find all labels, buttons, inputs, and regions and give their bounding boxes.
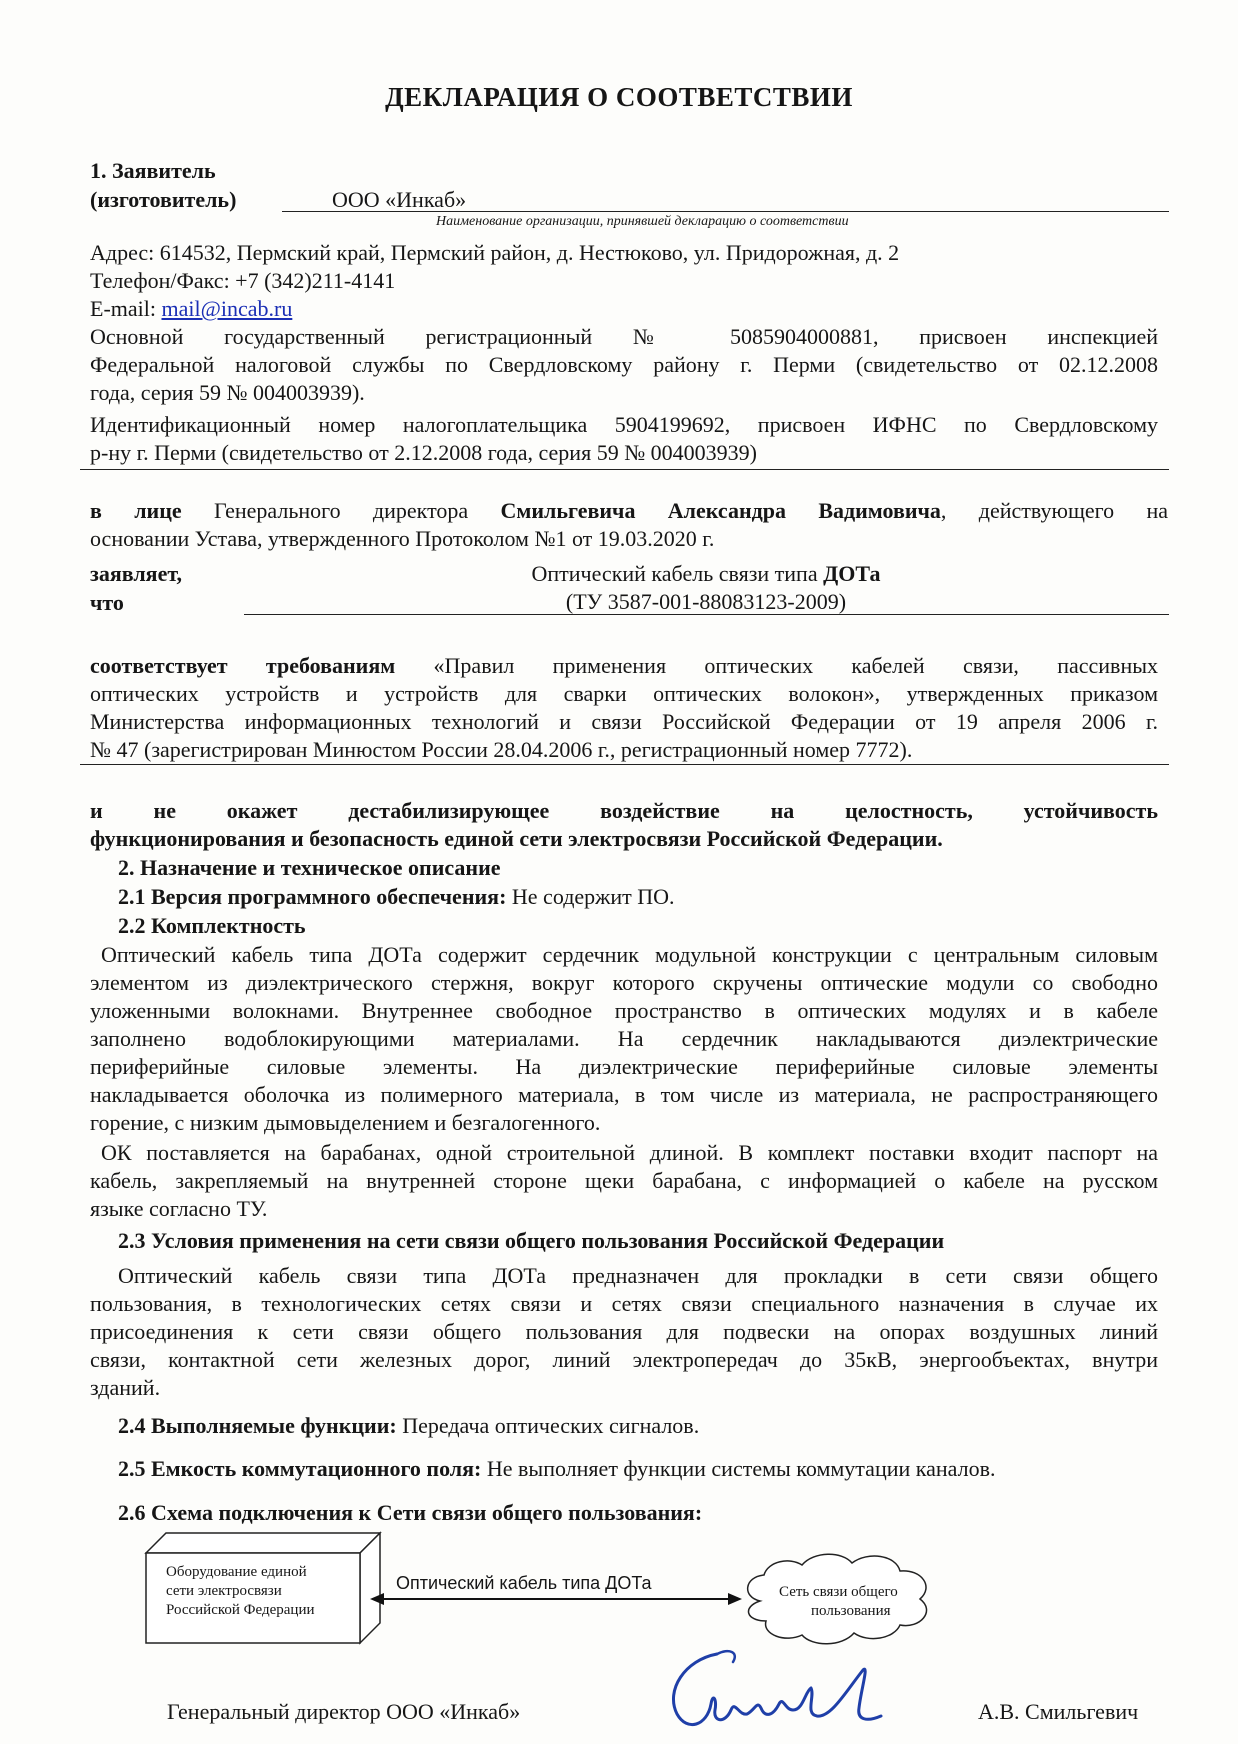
usage-line-last: зданий.	[90, 1375, 161, 1400]
ogrn-line: Федеральной налоговой службы по Свердловскому району г. Перми (свидетельство от 02.12.2008	[90, 352, 1158, 377]
email-link[interactable]: mail@incab.ru	[161, 296, 293, 321]
product-spec: (ТУ 3587-001-88083123-2009)	[565, 589, 847, 614]
section-divider	[80, 469, 1169, 470]
usage-heading: 2.3 Условия применения на сети связи общего пользования Российской Федерации	[118, 1228, 945, 1253]
completeness-heading: 2.2 Комплектность	[118, 913, 306, 938]
footer-signatory: А.В. Смильгевич	[978, 1699, 1139, 1724]
usage-line: Оптический кабель связи типа ДОТа предназначен для прокладки в сети связи общего	[118, 1263, 1158, 1288]
representative-position: Генерального директора	[214, 498, 469, 523]
box-label-line: сети электросвязи	[166, 1583, 282, 1599]
ogrn-line-last: года, серия 59 № 004003939).	[90, 380, 365, 405]
conformity-rest: «Правил применения оптических кабелей связи, пассивных	[433, 653, 1159, 678]
delivery-line-last: языке согласно ТУ.	[90, 1196, 268, 1221]
conformity-line: оптических устройств и устройств для сварки оптических волокон», утвержденных приказом	[90, 681, 1158, 706]
applicant-phone: Телефон/Факс: +7 (342)211-4141	[90, 268, 396, 293]
document-title: ДЕКЛАРАЦИЯ О СООТВЕТСТВИИ	[385, 82, 853, 112]
applicant-label-sub: (изготовитель)	[90, 187, 237, 212]
software-row	[118, 883, 675, 910]
conformity-bold: соответствует требованиям	[90, 653, 396, 678]
capacity-label: 2.5 Емкость коммутационного поля:	[118, 1456, 482, 1481]
applicant-name-underline	[282, 211, 1169, 212]
conformity-line	[90, 652, 1158, 679]
signature-icon	[655, 1630, 955, 1744]
representative-line	[90, 497, 1168, 524]
applicant-name: ООО «Инкаб»	[332, 187, 467, 212]
box-label-line: Российской Федерации	[166, 1602, 315, 1618]
representative-prefix: в лице	[90, 498, 182, 523]
representative-suffix: , действующего на	[940, 498, 1168, 523]
usage-line: присоединения к сети связи общего пользования для подвески на опорах воздушных линий	[90, 1319, 1158, 1344]
functions-row	[118, 1412, 699, 1439]
capacity-value: Не выполняет функции системы коммутации каналов.	[481, 1456, 996, 1481]
conformity-line-last: № 47 (зарегистрирован Минюстом России 28.04.2006 г., регистрационный номер 7772).	[90, 737, 913, 762]
completeness-line: накладывается оболочка из полимерного материала, в том числе из материала, не распространяющего	[90, 1082, 1158, 1107]
conformity-line: Министерства информационных технологий и связи Российской Федерации от 19 апреля 2006 г.	[90, 709, 1158, 734]
cloud-label-line: Сеть связи общего	[779, 1584, 898, 1600]
software-label: 2.1 Версия программного обеспечения:	[118, 884, 507, 909]
capacity-row	[118, 1455, 996, 1482]
scheme-heading: 2.6 Схема подключения к Сети связи общего пользования:	[118, 1500, 703, 1525]
completeness-line: элементом из диэлектрического стержня, вокруг которого скручены оптические модули со свободно	[90, 970, 1158, 995]
cable-arrow	[370, 1593, 742, 1605]
footer-position: Генеральный директор ООО «Инкаб»	[167, 1699, 521, 1724]
applicant-label: 1. Заявитель	[90, 158, 216, 183]
completeness-line-last: горение, с низким дымовыделением и безгалогенного.	[90, 1110, 601, 1135]
impact-line: и не окажет дестабилизирующее воздействие на целостность, устойчивость	[90, 798, 1158, 823]
completeness-line: Оптический кабель типа ДОТа содержит сердечник модульной конструкции с центральным силовым	[101, 942, 1158, 967]
delivery-line: ОК поставляется на барабанах, одной строительной длиной. В комплект поставки входит паспорт на	[101, 1140, 1158, 1165]
applicant-email-row	[90, 295, 292, 322]
representative-name: Смильгевича Александра Вадимовича	[500, 498, 941, 523]
applicant-address: Адрес: 614532, Пермский край, Пермский район, д. Нестюково, ул. Придорожная, д. 2	[90, 240, 900, 265]
product-title	[244, 560, 1168, 587]
software-value: Не содержит ПО.	[506, 884, 675, 909]
impact-line-last: функционирования и безопасность единой сети электросвязи Российской Федерации.	[90, 826, 943, 851]
declares-label-sub: что	[90, 590, 124, 615]
usage-line: связи, контактной сети железных дорог, линий электропередач до 35кВ, энергообъектах, внутри	[90, 1347, 1158, 1372]
box-label-line: Оборудование единой	[166, 1564, 307, 1580]
product-underline	[244, 614, 1169, 615]
section2-heading: 2. Назначение и техническое описание	[118, 855, 501, 880]
cable-label: Оптический кабель типа ДОТа	[396, 1573, 652, 1593]
inn-line-last: р-ну г. Перми (свидетельство от 2.12.2008 года, серия 59 № 004003939)	[90, 440, 758, 465]
inn-line: Идентификационный номер налогоплательщика 5904199692, присвоен ИФНС по Свердловскому	[90, 412, 1158, 437]
completeness-line: заполнено водоблокирующими материалами. На сердечник накладываются диэлектрические	[90, 1026, 1158, 1051]
functions-label: 2.4 Выполняемые функции:	[118, 1413, 397, 1438]
section-divider	[80, 764, 1169, 765]
completeness-line: периферийные силовые элементы. На диэлектрические периферийные силовые элементы	[90, 1054, 1158, 1079]
completeness-line: уложенными волокнами. Внутреннее свободное пространство в оптических модулях и в кабеле	[90, 998, 1158, 1023]
representative-basis: основании Устава, утвержденного Протоколом №1 от 19.03.2020 г.	[90, 526, 715, 551]
usage-line: пользования, в технологических сетях связи и сетях связи специального назначения в случае их	[90, 1291, 1158, 1316]
applicant-caption: Наименование организации, принявшей декларацию о соответствии	[436, 214, 849, 229]
functions-value: Передача оптических сигналов.	[396, 1413, 700, 1438]
email-label: E-mail:	[90, 296, 162, 321]
declares-label: заявляет,	[90, 561, 182, 586]
cloud-label-line: пользования	[811, 1603, 891, 1619]
delivery-line: кабель, закрепляемый на внутренней стороне щеки барабана, с информацией о кабеле на русском	[90, 1168, 1158, 1193]
product-prefix: Оптический кабель связи типа	[531, 561, 824, 586]
ogrn-line: Основной государственный регистрационный № 5085904000881, присвоен инспекцией	[90, 324, 1158, 349]
product-name: ДОТа	[823, 561, 881, 586]
